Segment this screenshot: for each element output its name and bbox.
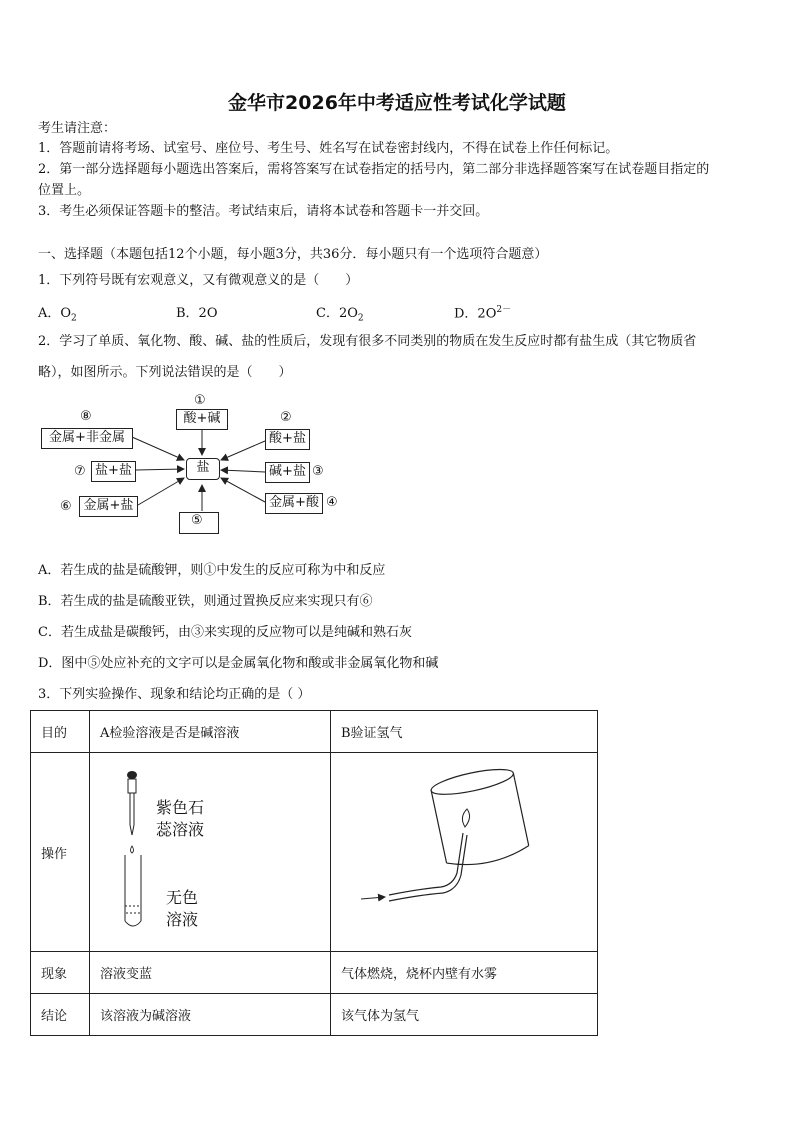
box-metal-nonmetal: 金属+非金属 — [41, 428, 133, 449]
table-cell: A检验溶液是否是碱溶液 — [90, 711, 331, 753]
box-metal-acid: 金属+酸 — [265, 493, 323, 514]
q2-stem-2: 略），如图所示。下列说法错误的是（ ） — [38, 365, 292, 380]
label-8: ⑧ — [80, 409, 92, 424]
beaker-flame-illustration — [331, 753, 597, 951]
label-colorless-solution: 无色 溶液 — [166, 888, 199, 929]
notice-item-2: 2．第一部分选择题每小题选出答案后，需将答案写在试卷指定的括号内，第二部分非选择题答案写在试卷题目指定的 — [38, 162, 710, 177]
page-title: 金华市2026年中考适应性考试化学试题 — [228, 92, 566, 114]
arrow-7 — [136, 469, 184, 470]
q2-stem-1: 2．学习了单质、氧化物、酸、碱、盐的性质后，发现有很多不同类别的物质在发生反应时都有盐生成（其它物质省 — [38, 334, 697, 349]
box-salt-salt: 盐+盐 — [91, 461, 136, 482]
label-6: ⑥ — [60, 499, 72, 514]
box-acid-salt: 酸+盐 — [265, 429, 310, 450]
arrow-4 — [221, 478, 265, 502]
q1-stem: 1．下列符号既有宏观意义，又有微观意义的是（ ） — [38, 273, 359, 288]
label-7: ⑦ — [74, 464, 86, 479]
operation-a-cell — [90, 753, 331, 952]
q2-option-a: A．若生成的盐是硫酸钾，则①中发生的反应可称为中和反应 — [38, 563, 386, 578]
table-cell: 气体燃烧，烧杯内壁有水雾 — [331, 952, 598, 994]
notice-item-2-cont: 位置上。 — [38, 183, 91, 198]
label-5: ⑤ — [191, 513, 203, 528]
box-metal-salt: 金属+盐 — [79, 496, 138, 517]
label-4: ④ — [326, 495, 338, 510]
operation-b-cell — [331, 753, 598, 952]
q1-option-b: B．2O — [176, 306, 218, 321]
q2-option-d: D．图中⑤处应补充的文字可以是金属氧化物和酸或非金属氧化物和碱 — [38, 656, 439, 671]
section-heading: 一、选择题（本题包括12个小题，每小题3分，共36分．每小题只有一个选项符合题意） — [38, 247, 548, 262]
table-cell: 操作 — [31, 753, 90, 952]
notice-item-1: 1．答题前请将考场、试室号、座位号、考生号、姓名写在试卷密封线内，不得在试卷上作任何标记。 — [38, 141, 619, 156]
q1-option-c: C．$2O_2$ — [316, 306, 364, 324]
label-litmus: 紫色石 蕊溶液 — [156, 798, 205, 839]
q1-option-d: D．$2O^{2-}$ — [454, 305, 512, 322]
dropper-test-tube-illustration — [90, 753, 330, 951]
q3-stem: 3．下列实验操作、现象和结论均正确的是（ ） — [38, 687, 311, 702]
arrow-2 — [221, 441, 265, 460]
arrow-6 — [138, 478, 184, 505]
table-cell: 该气体为氢气 — [331, 994, 598, 1036]
table-cell: 目的 — [31, 711, 90, 753]
label-3: ③ — [312, 464, 324, 479]
q1-option-a: A．$O_2$ — [38, 306, 77, 324]
q2-option-c: C．若生成盐是碳酸钙，由③来实现的反应物可以是纯碱和熟石灰 — [38, 625, 412, 640]
box-base-salt: 碱+盐 — [265, 462, 310, 483]
arrow-8 — [132, 437, 184, 460]
label-1: ① — [194, 393, 206, 408]
arrow-3 — [221, 470, 265, 472]
label-2: ② — [280, 410, 292, 425]
notice-heading: 考生请注意： — [38, 121, 117, 136]
notice-item-3: 3．考生必须保证答题卡的整洁。考试结束后，请将本试卷和答题卡一并交回。 — [38, 204, 489, 219]
table-cell: 现象 — [31, 952, 90, 994]
center-box-salt: 盐 — [186, 458, 220, 480]
table-cell: 该溶液为碱溶液 — [90, 994, 331, 1036]
box-acid-base: 酸+碱 — [176, 409, 228, 430]
table-cell: B验证氢气 — [331, 711, 598, 753]
table-row — [31, 952, 598, 994]
experiment-table — [30, 710, 598, 1036]
table-row — [31, 711, 598, 753]
table-cell: 结论 — [31, 994, 90, 1036]
table-row — [31, 994, 598, 1036]
q2-option-b: B．若生成的盐是硫酸亚铁，则通过置换反应来实现只有⑥ — [38, 594, 373, 609]
table-row — [31, 753, 598, 952]
table-cell: 溶液变蓝 — [90, 952, 331, 994]
